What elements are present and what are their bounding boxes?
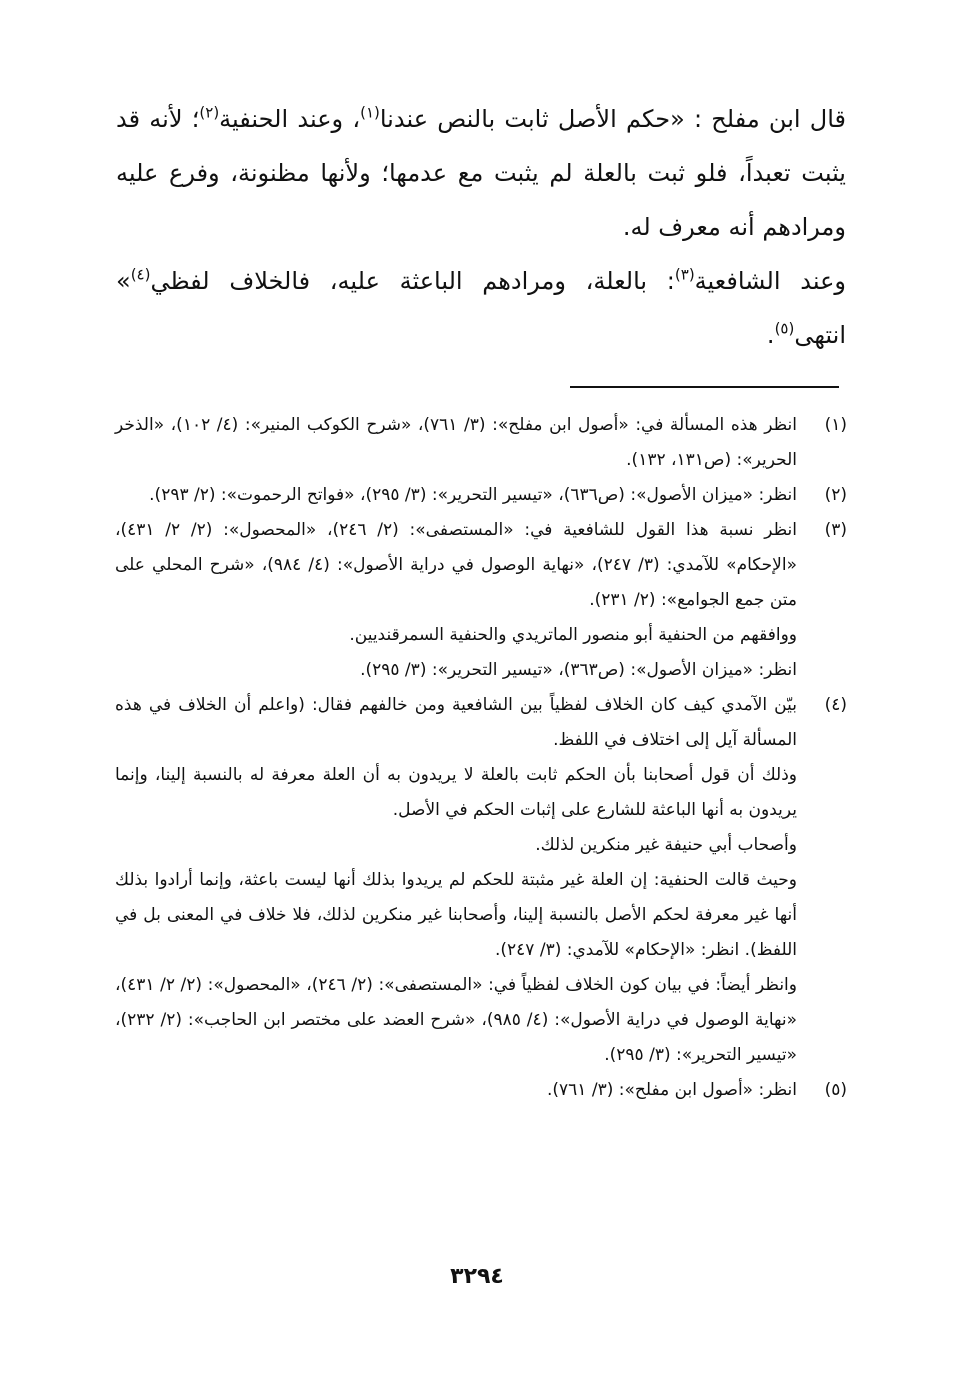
footnote-line: انظر: «ميزان الأصول»: (ص٦٣٦)، «تيسير التحرير»: (٣/ ٢٩٥)، «فواتح الرحموت»: (٢/ ٢٩٣). <box>149 485 797 505</box>
footnote-line: وحيث قالت الحنفية: إن العلة غير مثبتة للحكم لم يريدوا بذلك أنها ليست باعثة، وإنما أرادوا بذلك أنها غير معرفة لحكم الأصل بالنسبة إلينا، وأصحابنا غير منكرين لذلك، فلا خلاف في المعنى بل في اللفظ). انظر: «الإحكام» للآمدي: (٣/ ٢٤٧). <box>115 870 797 960</box>
footnote-ref-5[interactable]: (٥) <box>774 319 795 338</box>
footnote-line: بيّن الآمدي كيف كان الخلاف لفظياً بين الشافعية ومن خالفهم فقال: (واعلم أن الخلاف في هذه المسألة آيل إلى اختلاف في اللفظ. <box>115 695 797 750</box>
footnote-separator <box>570 386 839 388</box>
footnote-number: (٢) <box>824 485 847 505</box>
main-paragraph-2 <box>116 254 846 362</box>
footnote-ref-1[interactable]: (١) <box>360 103 380 122</box>
footnote-4 <box>115 688 847 1073</box>
footnote-line: ووافقهم من الحنفية أبو منصور الماتريدي والحنفية السمرقنديين. <box>349 625 797 645</box>
footnote-line: انظر هذه المسألة في: «أصول ابن مفلح»: (٣/ ٧٦١)، «شرح الكوكب المنير»: (٤/ ١٠٢)، «الذخر الحرير»: (ص١٣١، ١٣٢). <box>115 415 797 470</box>
footnote-number: (٥) <box>824 1080 847 1100</box>
footnotes-section <box>115 408 847 1108</box>
footnote-number: (٣) <box>824 520 847 540</box>
footnote-3 <box>115 513 847 688</box>
page-number: ٣٢٩٤ <box>450 1264 504 1289</box>
main-paragraph-1 <box>116 92 846 254</box>
footnote-ref-4[interactable]: (٤) <box>130 265 151 284</box>
footnote-number: (٤) <box>824 695 847 715</box>
main-text-segment: . <box>766 321 775 349</box>
footnote-body <box>115 513 797 688</box>
footnote-2 <box>115 478 847 513</box>
footnote-body <box>115 408 797 478</box>
footnote-number: (١) <box>824 415 847 435</box>
footnote-ref-3[interactable]: (٣) <box>674 265 695 284</box>
footnote-5 <box>115 1073 847 1108</box>
main-text-segment: » انتهى <box>116 267 846 349</box>
main-text <box>116 92 846 362</box>
footnote-body <box>115 478 797 513</box>
main-text-segment: وعند الشافعية <box>694 267 846 295</box>
footnote-line: انظر نسبة هذا القول للشافعية في: «المستصفى»: (٢/ ٢٤٦)، «المحصول»: (٢/ ٢/ ٤٣١)، «الإحكام» للآمدي: (٣/ ٢٤٧)، «نهاية الوصول في دراية الأصول»: (٤/ ٩٨٤)، «شرح المحلي على متن جمع الجوامع»: (٢/ ٢٣١). <box>115 520 798 610</box>
footnote-line: انظر: «ميزان الأصول»: (ص٣٦٣)، «تيسير التحرير»: (٣/ ٢٩٥). <box>360 660 797 680</box>
footnote-line: انظر: «أصول ابن مفلح»: (٣/ ٧٦١). <box>546 1080 797 1100</box>
footnote-line: وانظر أيضاً: في بيان كون الخلاف لفظياً في: «المستصفى»: (٢/ ٢٤٦)، «المحصول»: (٢/ ٢/ ٤٣١)، «نهاية الوصول في دراية الأصول»: (٤/ ٩٨٥)، «شرح العضد على مختصر ابن الحاجب»: (٢/ ٢٣٢)، «تيسير التحرير»: (٣/ ٢٩٥). <box>115 975 797 1065</box>
main-text-segment: ؛ لأنه قد يثبت تعبداً، فلو ثبت بالعلة لم يثبت مع عدمها؛ ولأنها مظنونة، وفرع عليه ومرادهم أنه معرف له. <box>116 105 846 241</box>
footnote-body <box>115 688 797 1073</box>
footnote-ref-2[interactable]: (٢) <box>199 103 220 122</box>
main-text-segment: : بالعلة، ومرادهم الباعثة عليه، فالخلاف لفظي <box>150 267 675 295</box>
main-text-segment: قال ابن مفلح : «حكم الأصل ثابت بالنص عندنا <box>379 105 846 133</box>
footnote-line: وأصحاب أبي حنيفة غير منكرين لذلك. <box>535 835 797 855</box>
main-text-segment: ، وعند الحنفية <box>219 105 361 133</box>
footnote-line: وذلك أن قول أصحابنا بأن الحكم ثابت بالعلة لا يريدون به أن العلة معرفة له بالنسبة إلينا، وإنما يريدون به أنها الباعثة للشارع على إثبات الحكم في الأصل. <box>115 765 797 820</box>
footnote-body <box>115 1073 797 1108</box>
footnote-1 <box>115 408 847 478</box>
